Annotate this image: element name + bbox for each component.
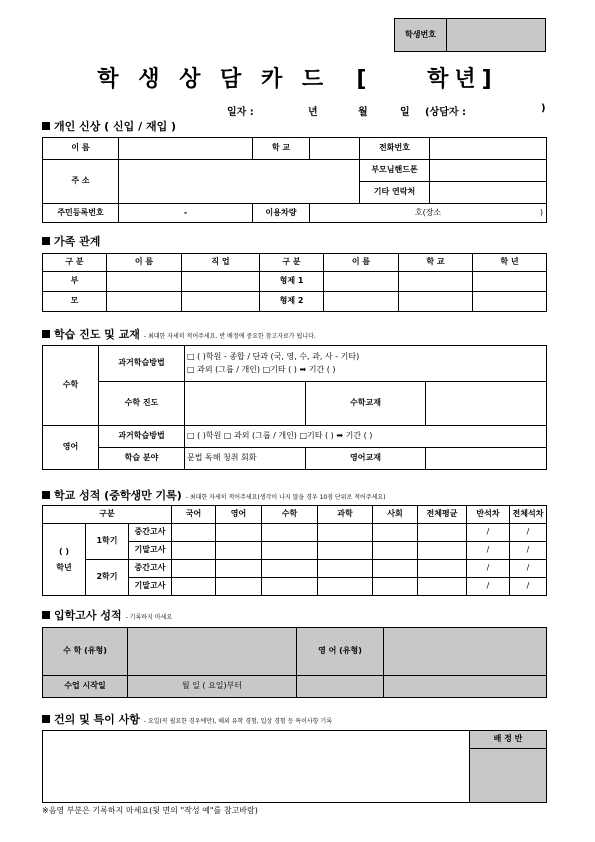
family-header-5: 학 교 [399,254,473,272]
entrance-table [42,627,547,698]
score-cell[interactable] [418,524,467,542]
parent-phone-field[interactable] [430,160,547,182]
math-type-label: 수 학 (유형) [43,628,128,676]
bullet-square-icon [42,611,50,619]
date-line [0,103,595,117]
eng-past-method-label: 과거학습방법 [99,426,185,448]
progress-table [42,345,547,470]
name-field[interactable] [119,138,253,160]
eng-textbook-field[interactable] [426,448,547,470]
address-field[interactable] [119,160,360,204]
total-rank-cell[interactable]: / [510,524,547,542]
family-header-0: 구 분 [43,254,107,272]
counselor-close: ) [541,103,546,114]
score-cell[interactable] [373,578,418,596]
class-rank-cell[interactable]: / [467,542,510,560]
grades-subject-header: 전체석차 [510,506,547,524]
grades-subject-header: 수학 [262,506,318,524]
score-cell[interactable] [262,524,318,542]
entrance-blank-cell [384,676,547,698]
class-assign-label: 배 정 반 [470,731,547,749]
grade-year-paren: ( ) [58,546,70,556]
score-cell[interactable] [318,560,373,578]
midterm-label: 중간고사 [129,524,172,542]
brother2-label: 형제 2 [260,292,324,312]
final-label: 기말고사 [129,542,172,560]
section-family-heading: 가족 관계 [42,233,100,249]
math-progress-field[interactable] [185,382,306,426]
score-cell[interactable] [172,542,216,560]
mother-job-field[interactable] [182,292,260,312]
footer-note: ※음영 부분은 기록하지 마세요(뒷 면의 "작성 예"를 참고바람) [42,806,258,815]
family-header-2: 직 업 [182,254,260,272]
final-label: 기말고사 [129,578,172,596]
grades-note: - 최대한 자세히 적어주세요(생각이 나지 않을 경우 10점 단위로 적어주세요) [185,494,386,501]
grades-subject-header: 과학 [318,506,373,524]
score-cell[interactable] [262,578,318,596]
date-label: 일자 : [227,107,254,118]
father-job-field[interactable] [182,272,260,292]
rrn-field[interactable]: - [119,204,253,223]
score-cell[interactable] [216,524,262,542]
student-number-field[interactable] [447,19,546,52]
family-header-1: 이 름 [107,254,182,272]
entrance-blank-cell [297,676,384,698]
start-date-label: 수업 시작일 [43,676,128,698]
grades-subject-header: 사회 [373,506,418,524]
score-cell[interactable] [262,560,318,578]
score-cell[interactable] [172,560,216,578]
score-cell[interactable] [418,542,467,560]
section-progress-heading: 학습 진도 및 교재 - 최대한 자세히 적어주세요. 반 배정에 중요한 참고자료가 됩니다. [42,326,316,342]
score-cell[interactable] [318,542,373,560]
score-cell[interactable] [216,578,262,596]
math-type-field[interactable] [128,628,297,676]
grades-subject-header: 국어 [172,506,216,524]
remarks-table [42,730,547,803]
class-assign-field[interactable] [470,749,547,803]
math-label: 수학 [43,346,99,426]
brother1-grade-field[interactable] [473,272,547,292]
phone-label: 전화번호 [360,138,430,160]
score-cell[interactable] [172,578,216,596]
bullet-square-icon [42,122,50,130]
parent-phone-label: 부모님핸드폰 [360,160,430,182]
semester-2-label: 2학기 [86,560,129,596]
total-rank-cell[interactable]: / [510,560,547,578]
eng-textbook-label: 영어교재 [305,448,426,470]
school-label: 학 교 [253,138,310,160]
score-cell[interactable] [262,542,318,560]
grades-table [42,505,547,596]
father-label: 부 [43,272,107,292]
score-cell[interactable] [373,560,418,578]
eng-type-field[interactable] [384,628,547,676]
family-header-6: 학 년 [473,254,547,272]
section-remarks-heading: 건의 및 특이 사항 - 요일(꼭 필요한 경우에만), 해외 유학 경험, 입상 경험 등 특이사항 기록 [42,711,332,727]
math-past-method-field[interactable] [185,346,547,382]
bullet-square-icon [42,491,50,499]
math-past-method-label: 과거학습방법 [99,346,185,382]
class-rank-cell[interactable]: / [467,578,510,596]
english-label: 영어 [43,426,99,470]
math-textbook-field[interactable] [426,382,547,426]
bullet-square-icon [42,237,50,245]
study-area-label: 학습 분야 [99,448,185,470]
score-cell[interactable] [318,578,373,596]
remarks-field[interactable] [43,731,470,803]
family-header-3: 구 분 [260,254,324,272]
grade-year-cell[interactable] [43,524,86,596]
section-personal-heading: 개인 신상 ( 신입 / 재입 ) [42,118,176,134]
entrance-note: - 기록하지 마세요 [125,614,173,621]
bullet-square-icon [42,330,50,338]
name-label: 이 름 [43,138,119,160]
grades-category-header: 구분 [43,506,172,524]
vehicle-value: 호(장소 [414,207,442,217]
midterm-label: 중간고사 [129,560,172,578]
grades-subject-header: 영어 [216,506,262,524]
brother1-school-field[interactable] [399,272,473,292]
math-method-line2: □ 과외 (그룹 / 개인) □기타 ( ) ➡ 기간 ( ) [187,364,336,374]
page-title: 학 생 상 담 카 드 [ 학년] [97,67,498,92]
semester-1-label: 1학기 [86,524,129,560]
brother1-name-field[interactable] [324,272,399,292]
brother2-school-field[interactable] [399,292,473,312]
mother-label: 모 [43,292,107,312]
total-rank-cell[interactable]: / [510,542,547,560]
score-cell[interactable] [373,524,418,542]
class-rank-cell[interactable]: / [467,560,510,578]
other-contact-field[interactable] [430,182,547,204]
date-month: 월 [358,107,368,118]
eng-past-method-field[interactable]: □ ( )학원 □ 과외 (그룹 / 개인) □기타 ( ) ➡ 기간 ( ) [185,426,547,448]
section-entrance-heading: 입학고사 성적 - 기록하지 마세요 [42,607,172,623]
school-field[interactable] [310,138,360,160]
family-header-4: 이 름 [324,254,399,272]
mother-name-field[interactable] [107,292,182,312]
class-rank-cell[interactable]: / [467,524,510,542]
bullet-square-icon [42,715,50,723]
counselor-label: (상담자 : [425,107,467,118]
brother2-grade-field[interactable] [473,292,547,312]
date-year: 년 [308,107,318,118]
vehicle-label: 이용차량 [253,204,310,223]
score-cell[interactable] [172,524,216,542]
vehicle-field[interactable] [310,204,547,223]
address-label: 주 소 [43,160,119,204]
score-cell[interactable] [318,524,373,542]
score-cell[interactable] [216,560,262,578]
math-method-line1: □ ( )학원 - 종합 / 단과 (국, 영, 수, 과, 사 - 기타) [187,351,360,361]
grades-subject-header: 반석차 [467,506,510,524]
family-table [42,253,547,312]
study-area-field[interactable]: 문법 독해 청취 회화 [185,448,306,470]
math-progress-label: 수학 진도 [99,382,185,426]
grades-subject-header: 전체평균 [418,506,467,524]
brother1-label: 형제 1 [260,272,324,292]
start-date-field[interactable]: 월 일 ( 요일)부터 [128,676,297,698]
score-cell[interactable] [216,542,262,560]
eng-type-label: 영 어 (유형) [297,628,384,676]
student-number-label: 학생번호 [395,19,447,52]
score-cell[interactable] [418,560,467,578]
score-cell[interactable] [418,578,467,596]
section-grades-heading: 학교 성적 (중학생만 기록) - 최대한 자세히 적어주세요(생각이 나지 않을 경우 10점 단위로 적어주세요) [42,487,386,503]
rrn-label: 주민등록번호 [43,204,119,223]
grade-year-label: 학년 [56,562,72,572]
math-textbook-label: 수학교재 [305,382,426,426]
student-number-box [394,18,546,52]
vehicle-close: ) [539,207,543,217]
phone-field[interactable] [430,138,547,160]
progress-note: - 최대한 자세히 적어주세요. 반 배정에 중요한 참고자료가 됩니다. [143,333,316,340]
remarks-note: - 요일(꼭 필요한 경우에만), 해외 유학 경험, 입상 경험 등 특이사항 기록 [143,718,333,725]
personal-info-table [42,137,547,223]
total-rank-cell[interactable]: / [510,578,547,596]
score-cell[interactable] [373,542,418,560]
father-name-field[interactable] [107,272,182,292]
brother2-name-field[interactable] [324,292,399,312]
other-contact-label: 기타 연락처 [360,182,430,204]
date-day: 일 [400,107,410,118]
